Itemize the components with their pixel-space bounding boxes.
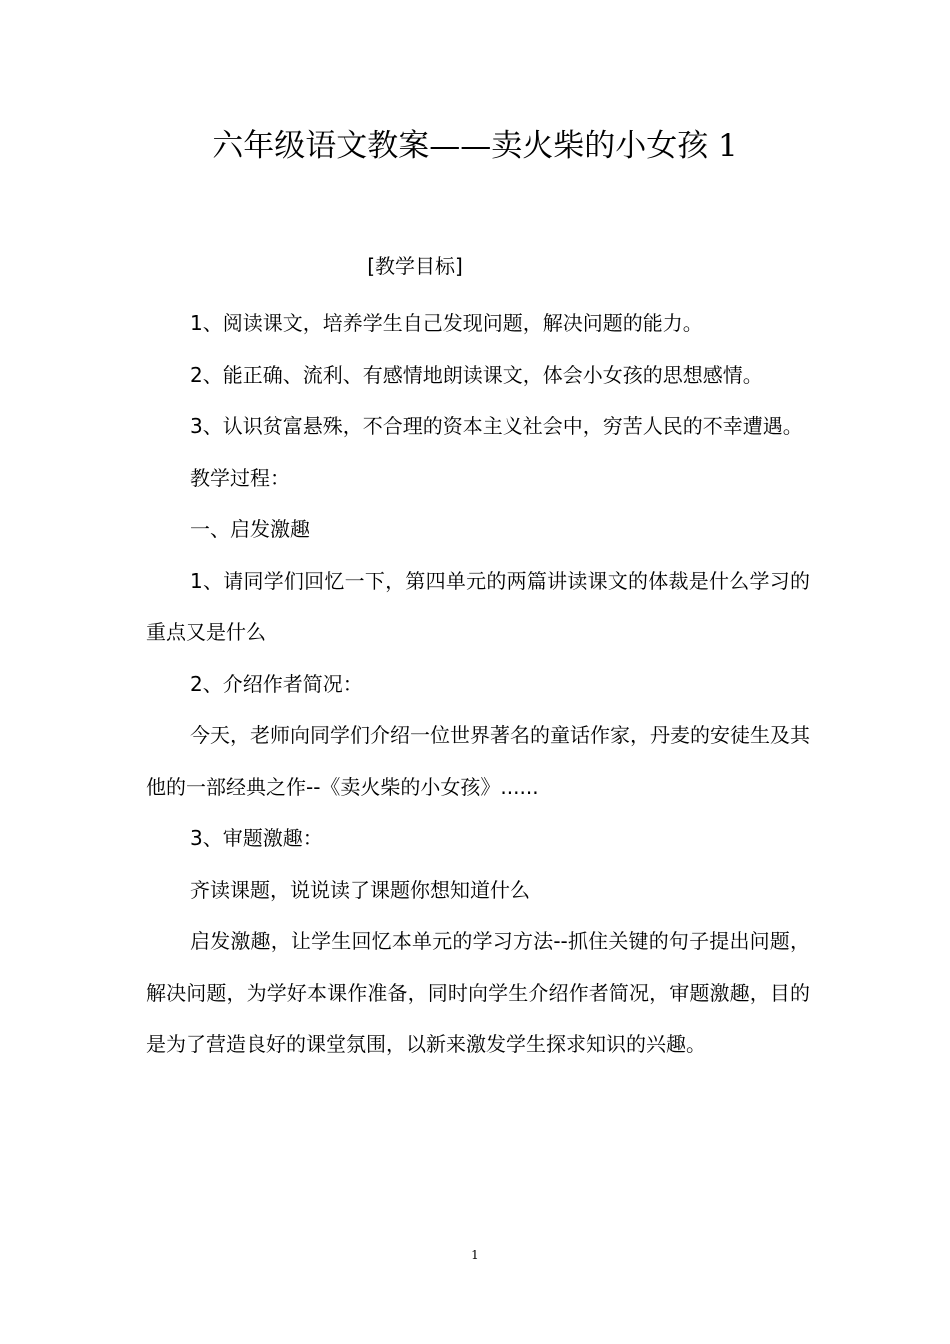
page-number: 1	[471, 1248, 479, 1262]
section-heading-teaching-goals: [教学目标]	[367, 254, 463, 278]
paragraph-goal-3: 3、认识贫富悬殊，不合理的资本主义社会中，穷苦人民的不幸遭遇。	[190, 414, 803, 438]
paragraph-step-2: 2、介绍作者简况：	[190, 671, 363, 696]
paragraph-section-one: 一、启发激趣	[190, 517, 310, 541]
document-body	[146, 298, 810, 1071]
paragraph-step-3: 3、审题激趣：	[190, 826, 323, 850]
paragraph-teaching-process: 教学过程：	[190, 465, 290, 490]
paragraph-goal-1: 1、阅读课文，培养学生自己发现问题，解决问题的能力。	[190, 311, 703, 335]
paragraph-goal-2: 2、能正确、流利、有感情地朗读课文，体会小女孩的思想感情。	[190, 362, 763, 387]
paragraph-inspire-interest: 启发激趣，让学生回忆本单元的学习方法--抓住关键的句子提出问题，解决问题，为学好本课作准备，同时向学生介绍作者简况，审题激趣，目的是为了营造良好的课堂氛围，以新来激发学生探求知识的兴趣。	[146, 929, 810, 1056]
paragraph-read-title: 齐读课题，说说读了课题你想知道什么	[190, 877, 530, 902]
paragraph-author-intro: 今天，老师向同学们介绍一位世界著名的童话作家，丹麦的安徒生及其他的一部经典之作--《卖火柴的小女孩》......	[146, 723, 810, 799]
document-title: 六年级语文教案——卖火柴的小女孩 1	[212, 128, 738, 164]
paragraph-step-1: 1、请同学们回忆一下，第四单元的两篇讲读课文的体裁是什么学习的重点又是什么	[146, 568, 810, 644]
